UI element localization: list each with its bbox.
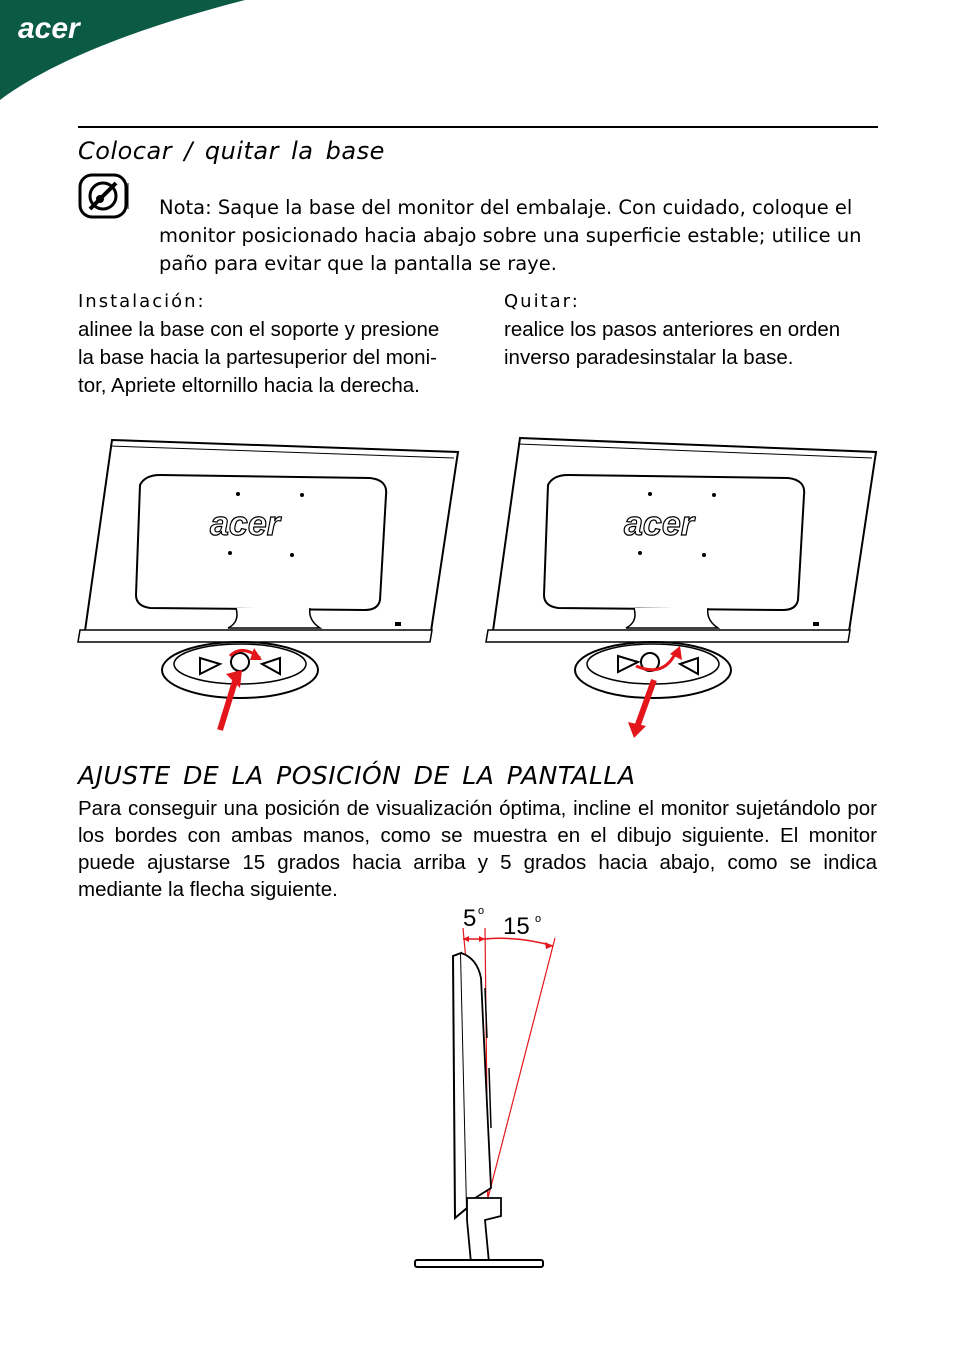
- header-rule: [78, 126, 878, 128]
- remove-label: Quitar:: [504, 291, 580, 312]
- section-title-position: AJUSTE DE LA POSICIÓN DE LA PANTALLA: [78, 761, 636, 790]
- install-line: tor, Apriete eltornillo hacia la derecha.: [78, 374, 420, 397]
- monitor-brand-logo: acer: [210, 505, 280, 543]
- install-text: [78, 316, 488, 400]
- angle-back-label: 5: [463, 905, 477, 932]
- install-label: Instalación:: [78, 291, 206, 312]
- install-line: alinee la base con el soporte y presione: [78, 318, 440, 341]
- monitor-brand-logo: acer: [624, 505, 694, 543]
- tilt-angle-illustration: [405, 898, 575, 1273]
- degree-sign: o: [535, 913, 542, 925]
- remove-base-illustration: [478, 430, 888, 740]
- install-line: la base hacia la partesuperior del moni-: [78, 346, 437, 369]
- note-text: Nota: Saque la base del monitor del embalaje. Con cuidado, coloque el monitor posicionado hacia abajo sobre una superficie estable; utilice un paño para evitar que la pantalla se raye.: [159, 196, 862, 275]
- note-icon: [78, 173, 130, 219]
- remove-text: [504, 316, 884, 372]
- install-base-illustration: [70, 430, 470, 740]
- angle-forward-label: 15: [503, 913, 530, 940]
- brand-logo-text: acer: [18, 12, 80, 45]
- remove-line: realice los pasos anteriores en orden: [504, 318, 841, 341]
- acer-corner-logo: [0, 0, 250, 105]
- section-title-base: Colocar / quitar la base: [78, 137, 385, 165]
- remove-line: inverso paradesinstalar la base.: [504, 346, 794, 369]
- degree-sign: o: [478, 905, 485, 917]
- position-paragraph: Para conseguir una posición de visualización óptima, incline el monitor sujetándolo por los bordes con ambas manos, como se muestra en el dibujo siguiente. El monitor puede ajustarse 15 grados hacia arriba y 5 grados hacia abajo, como se indica mediante la flecha siguiente.: [78, 797, 877, 901]
